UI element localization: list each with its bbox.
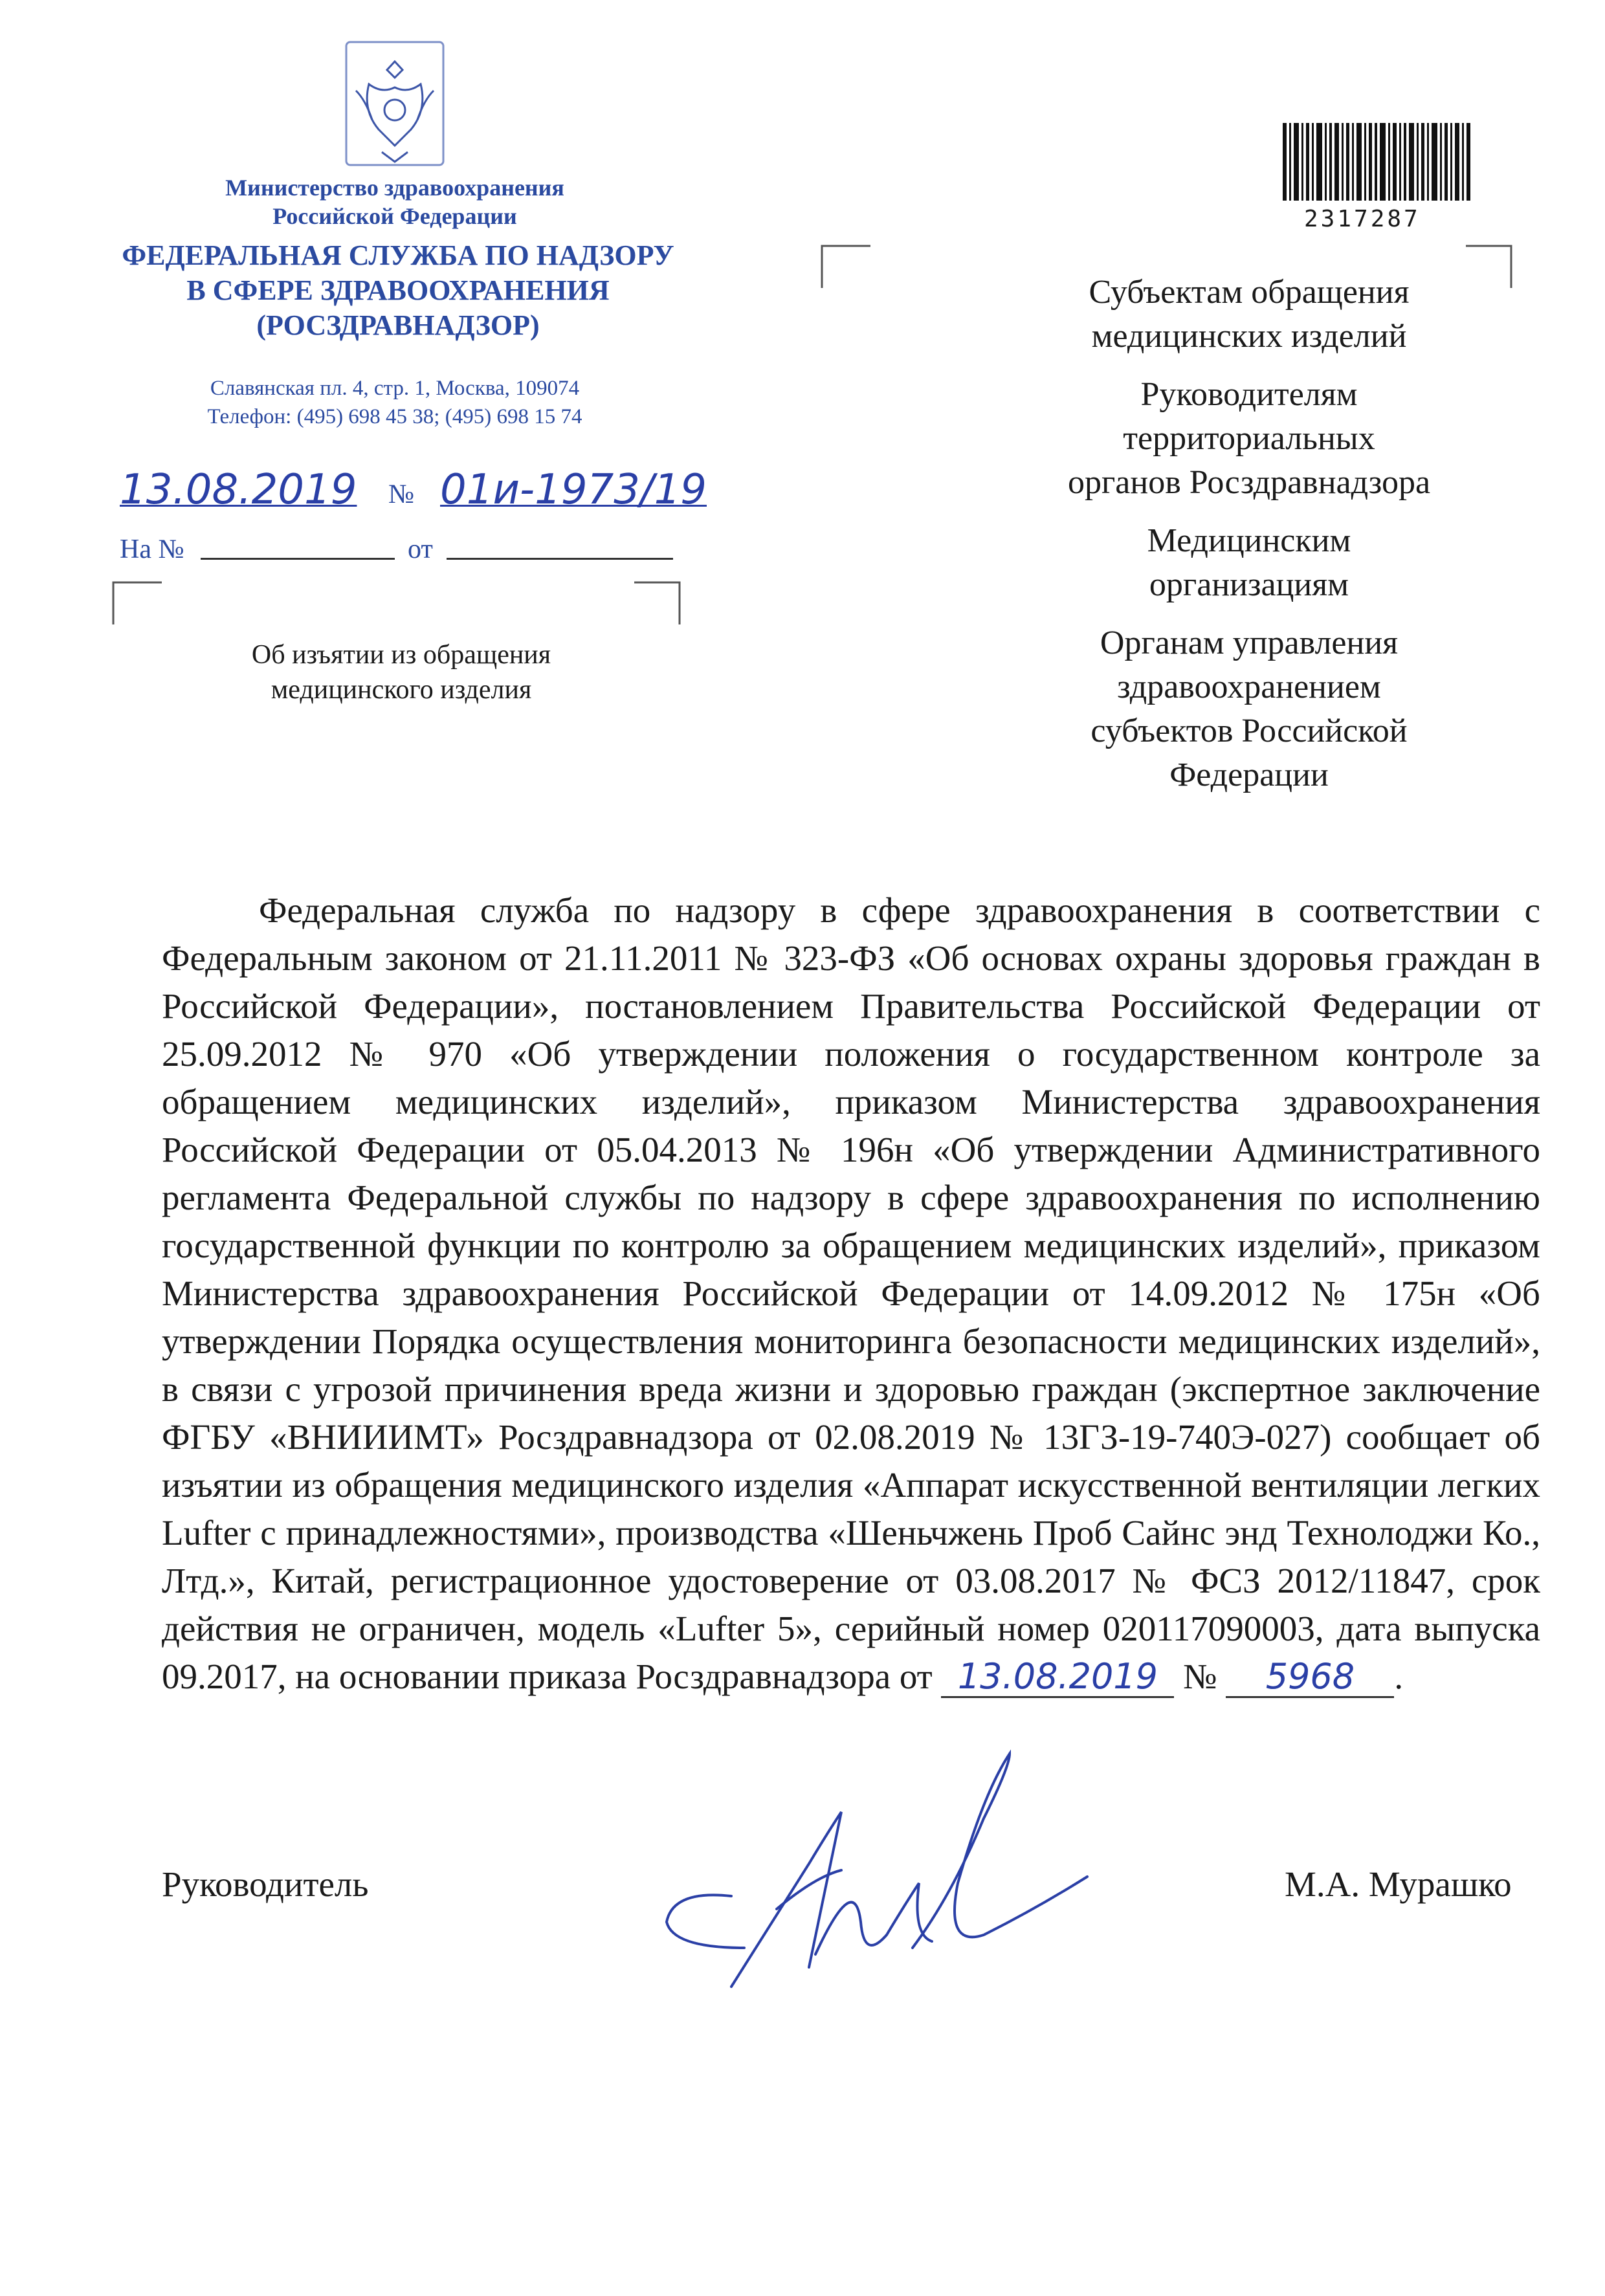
letter-body — [162, 887, 1540, 1701]
subject-bracket-marks — [110, 579, 686, 631]
service-address: Славянская пл. 4, стр. 1, Москва, 109074 Телефон: (495) 698 45 38; (495) 698 15 74 — [207, 377, 582, 428]
recipient-group: Медицинским организациям — [1147, 522, 1351, 603]
order-date: 13.08.2019 — [941, 1657, 1174, 1698]
reply-number-line — [201, 558, 395, 560]
recipient-group: Органам управления здравоохранением субъектов Российской Федерации — [1090, 624, 1408, 793]
registration-date: 13.08.2019 — [120, 466, 357, 514]
coat-of-arms-emblem — [343, 39, 447, 168]
registration-number: 01и-1973/19 — [440, 466, 707, 514]
order-number: 5968 — [1226, 1657, 1394, 1698]
reply-date-line — [447, 558, 673, 560]
ministry-name: Министерство здравоохранения Российской Федерации — [225, 175, 564, 229]
reply-label: На № — [120, 535, 184, 564]
barcode-number: 2317287 — [1304, 206, 1421, 232]
letter-subject: Об изъятии из обращения медицинского изделия — [251, 640, 551, 705]
handwritten-signature — [647, 1741, 1139, 2000]
service-name: ФЕДЕРАЛЬНАЯ СЛУЖБА ПО НАДЗОРУ В СФЕРЕ ЗДРАВООХРАНЕНИЯ (РОСЗДРАВНАДЗОР) — [122, 239, 674, 341]
registration-number-sign: № — [388, 480, 415, 509]
barcode — [1281, 123, 1476, 207]
signatory-position: Руководитель — [162, 1864, 369, 1904]
recipient-group: Субъектам обращения медицинских изделий — [1089, 274, 1410, 355]
recipients-block — [997, 270, 1501, 811]
signatory-name: М.А. Мурашко — [1285, 1864, 1512, 1904]
order-number-sign: № — [1183, 1657, 1217, 1696]
body-paragraph: Федеральная служба по надзору в сфере здравоохранения в соответствии с Федеральным законом от 21.11.2011 № 323-ФЗ «Об основах охраны здоровья граждан в Российской Федерации», постановлением Правительства Российской Федерации от 25.09.2012 № 970 «Об утверждении положения о государственном контроле за обращением медицинских изделий», приказом Министерства здравоохранения Российской Федерации от 05.04.2013 № 196н «Об утверждении Административного регламента Федеральной службы по надзору в сфере здравоохранения по исполнению государственной функции по контролю за обращением медицинских изделий», приказом Министерства здравоохранения Российской Федерации от 14.09.2012 № 175н «Об утверждении Порядка осуществления мониторинга безопасности медицинских изделий», в связи с угрозой причинения вреда жизни и здоровью граждан (экспертное заключение ФГБУ «ВНИИИМТ» Росздравнадзора от 02.08.2019 № 13ГЗ-19-740Э-027) сообщает об изъятии из обращения медицинского изделия «Аппарат искусственной вентиляции легких Lufter с принадлежностями», производства «Шеньчжень Проб Сайнс энд Технолоджи Ко., Лтд.», Китай, регистрационное удостоверение от 03.08.2017 № ФСЗ 2012/11847, срок действия не ограничен, модель «Lufter 5», серийный номер 020117090003, дата выпуска 09.2017, на основании приказа Росздравнадзора от 13.08.2019 № 5968 . — [162, 890, 1540, 1697]
reply-from-label: от — [408, 535, 433, 564]
recipient-group: Руководителям территориальных органов Росздравнадзора — [1067, 376, 1431, 501]
